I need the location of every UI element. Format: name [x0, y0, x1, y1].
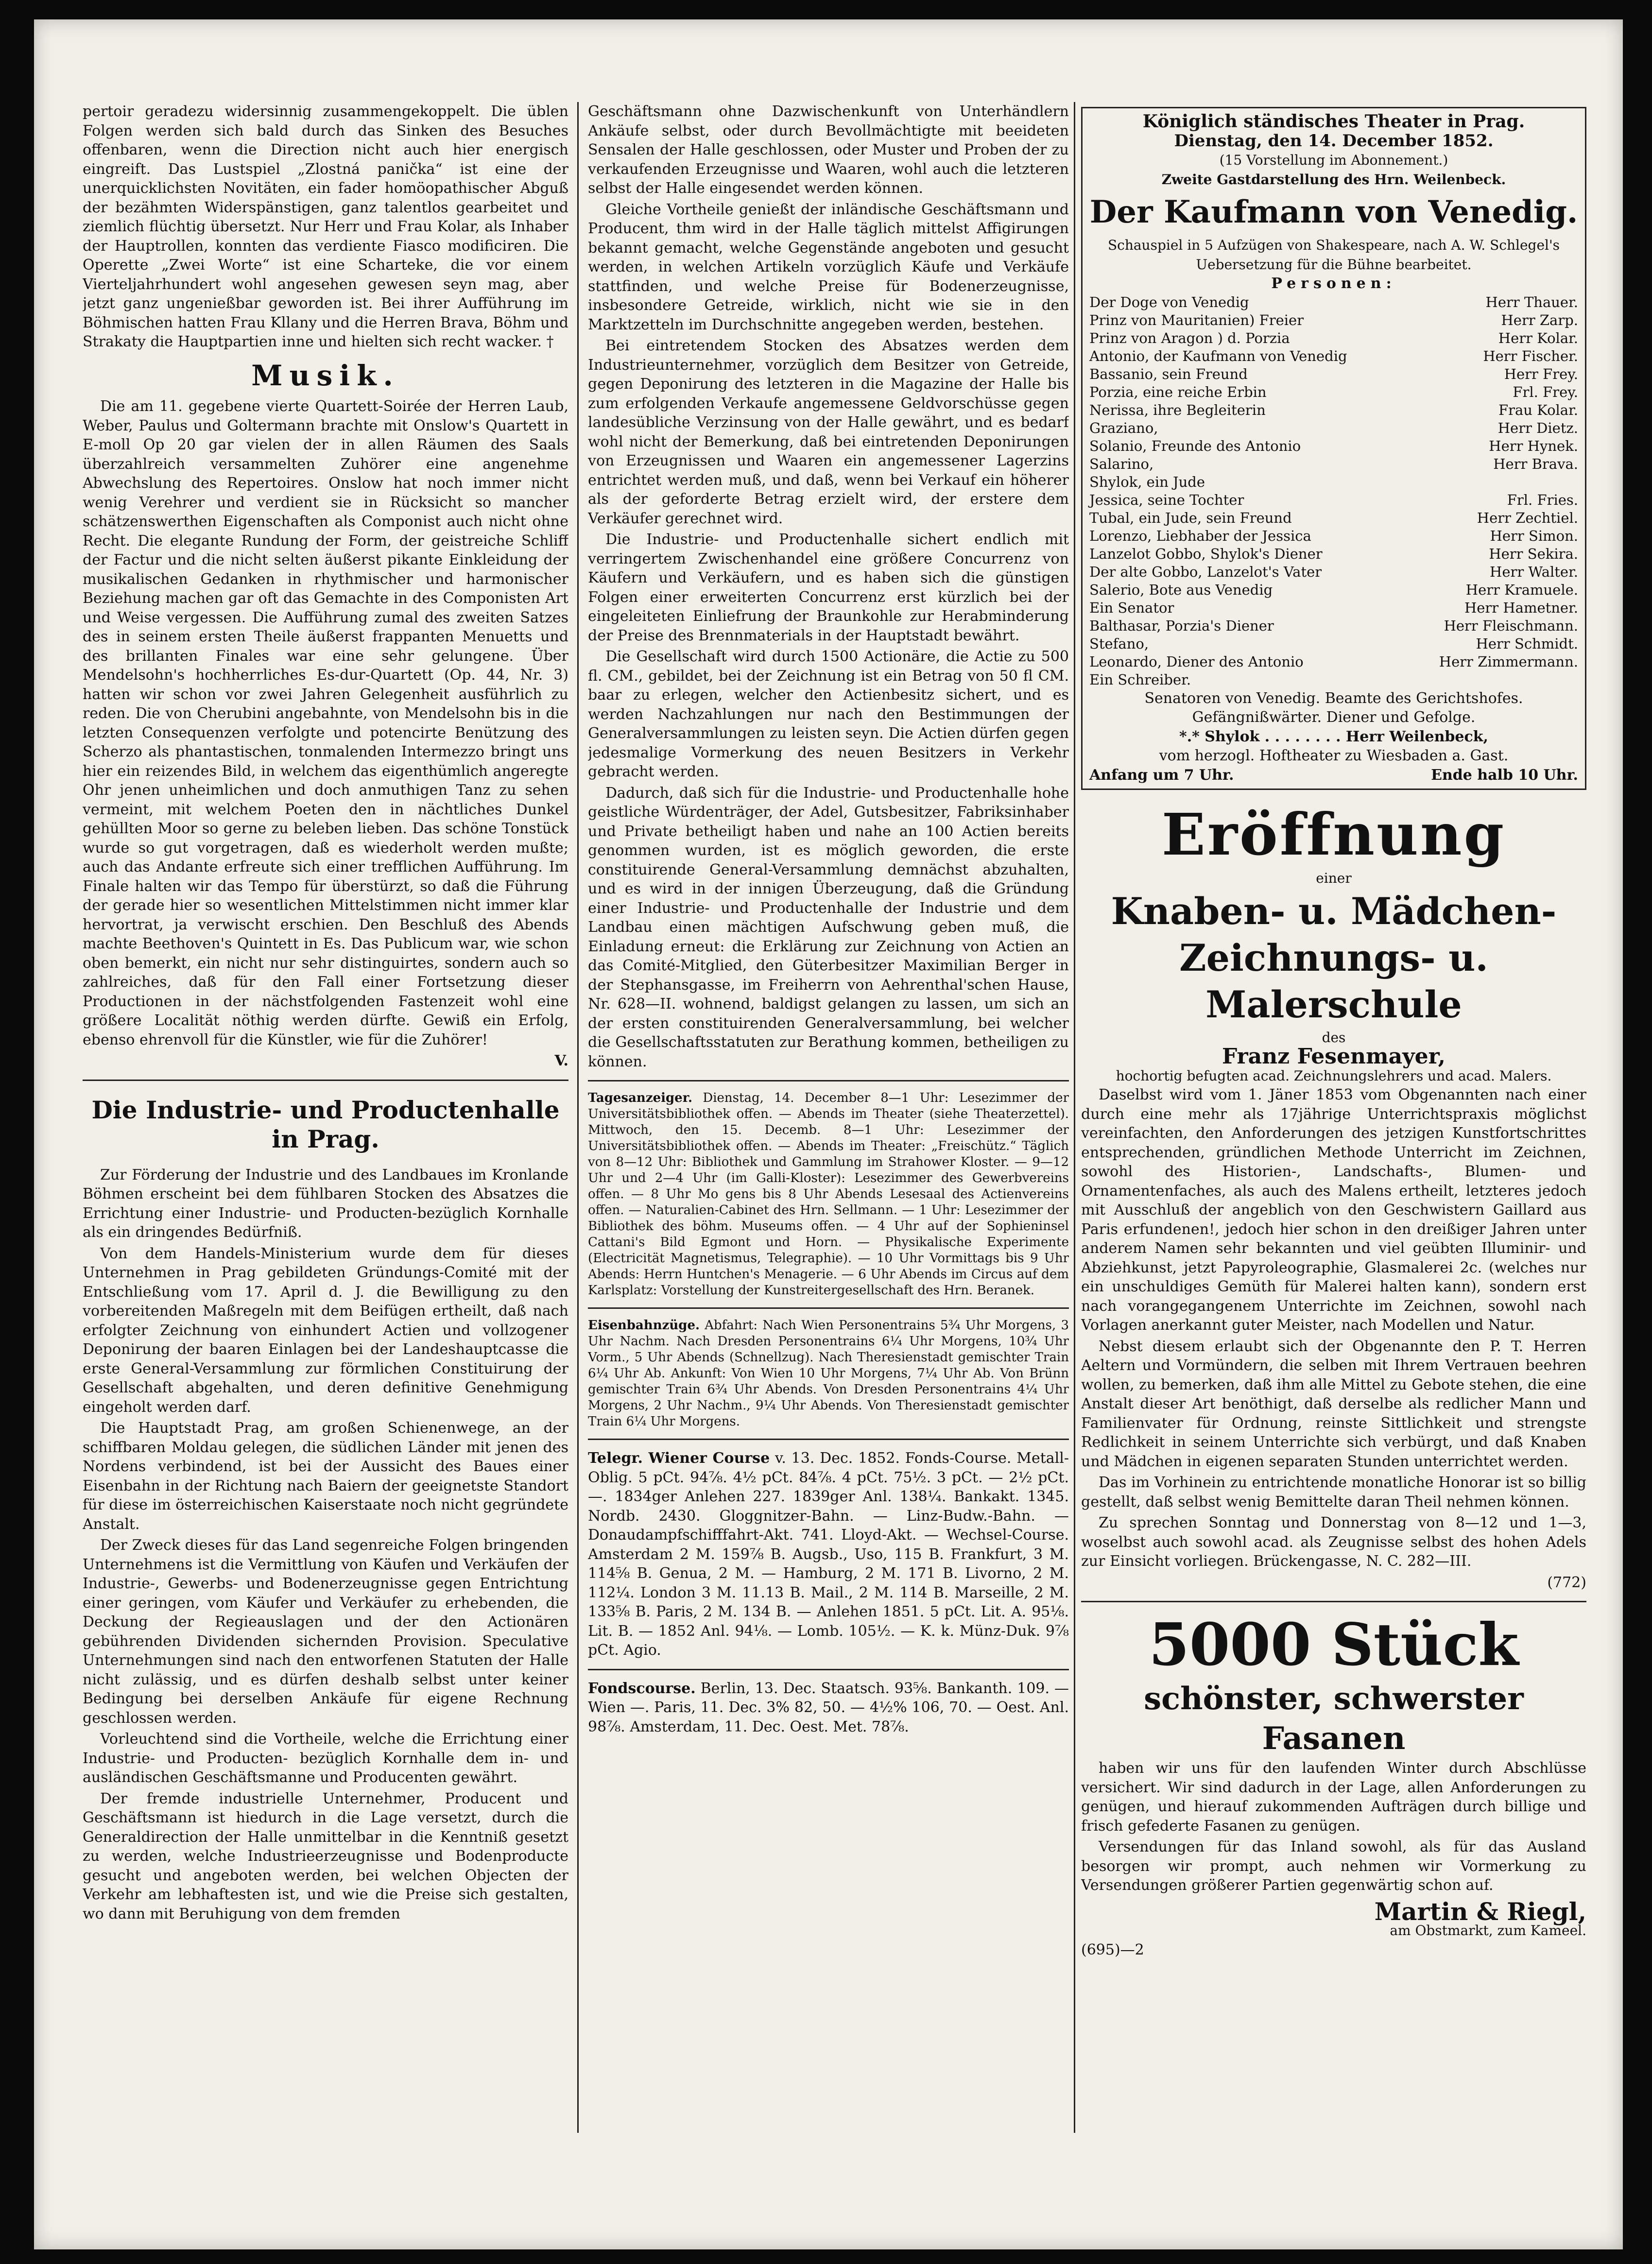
- cast-role: Prinz von Mauritanien) Freier: [1089, 311, 1304, 328]
- column-rule: [1074, 102, 1075, 2133]
- theatre-review-end: pertoir geradezu widersinnig zusammengekoppelt. Die üblen Folgen werden sich bald durch das Sinken des Besuches offenbaren, wenn die Direction nicht auch hier energisch eingreift. Das Lustspiel „Zlostná panička“ ist eine der unerquicklichsten Novitäten, ein fader homöopathischer Abguß der bezähmten Widerspänstigen, ganz talentlos gearbeitet und ziemlich flüchtig übersetzt. Nur Herr und Frau Kolar, als Inhaber der Hauptrollen, konnten das verdiente Fiasco modificiren. Die Operette „Zwei Worte“ ist eine Scharteke, die vor einem Vierteljahrhundert wohl angesehen gewesen seyn mag, aber jetzt ganz ungenießbar geworden ist. Bei ihrer Aufführung im Böhmischen hatten Frau Kllany und die Herren Brava, Böhm und Strakaty die Hauptpartien inne und hielten sich recht wacker. †: [83, 103, 568, 350]
- tagesanzeiger-text: Dienstag, 14. December 8—1 Uhr: Lesezimmer der Universitätsbibliothek offen. — Abends im Theater (siehe Theaterzettel). Mittwoch, den 15. Decemb. 8—1 Uhr: Lesezimmer der Universitätsbibliothek offen. — Abends im Theater: „Freischütz.“ Täglich von 8—12 Uhr: Bibliothek und Gammlung im Strahower Kloster. — 9—12 Uhr und 2—4 Uhr (im Galli-Kloster): Lesezimmer des Gewerbvereins offen. — 8 Uhr Mo gens bis 8 Uhr Abends Lesesaal des Actienvereins offen. — Naturalien-Cabinet des Hrn. Sellmann. — 1 Uhr: Lesezimmer der Bibliothek des böhm. Museums offen. — 4 Uhr auf der Sophieninsel Cattani's Bild Egmont und Horn. — Physikalische Experimente (Electricität Magnetismus, Telegraphie). — 10 Uhr Vormittags bis 9 Uhr Abends: Herrn Huntchen's Menagerie. — 6 Uhr Abends im Circus auf dem Karlsplatz: Vorstellung der Kunstreitergesellschaft des Hrn. Beranek.: [588, 1091, 1069, 1298]
- cast-actor: Frl. Fries.: [1507, 491, 1578, 508]
- industrie-heading: Die Industrie- und Productenhalle in Prag.: [91, 1095, 560, 1153]
- cast-actor: Herr Zimmermann.: [1439, 653, 1578, 670]
- musik-signature: V.: [554, 1052, 568, 1069]
- shylok-guest-line: *.* Shylok . . . . . . . . Herr Weilenbeck,: [1179, 728, 1488, 745]
- industrie-paragraph: Die Industrie- und Productenhalle sichert endlich mit verringertem Zwischenhandel eine größere Concurrenz von Käufern und Verkäufern, und es haben sich die günstigen Folgen einer erweiterten Concurrenz erst kürzlich bei der eingeleiteten Einliefrung der Braunkohle zur Herabminderung der Preise des Brennmaterials in der Hauptstadt bewährt.: [588, 531, 1069, 644]
- industrie-paragraph: Der Zweck dieses für das Land segenreiche Folgen bringenden Unternehmens ist die Vermittlung von Käufen und Verkäufen der Industrie-, Gewerbs- und Bodenerzeugnisse gegen Entrichtung einer geringen, vom Käufer und Verkäufer zu erhebenden, die Deckung der Regieauslagen und der den Actionären gebührenden Dividenden sichernden Provision. Speculative Unternehmungen sind nach den entworfenen Statuten der Halle nicht zulässig, und es dürfen deshalb selbst unter keiner Bedingung bei derselben Ankäufe für eigene Rechnung geschlossen werden.: [83, 1537, 568, 1727]
- cast-actor: Herr Simon.: [1490, 527, 1578, 544]
- cast-actor: Herr Walter.: [1490, 563, 1578, 580]
- cast-role: Leonardo, Diener des Antonio: [1089, 653, 1304, 670]
- cast-row: [1089, 545, 1578, 563]
- cast-list: [1089, 293, 1578, 689]
- cast-row: [1089, 671, 1578, 689]
- theatre-performance: (15 Vorstellung im Abonnement.): [1219, 152, 1448, 168]
- end-time: Ende halb 10 Uhr.: [1431, 766, 1578, 784]
- ad-number: (695)—2: [1081, 1941, 1144, 1958]
- ad-fasanen-subline: schönster, schwerster Fasanen: [1144, 1681, 1524, 1757]
- cast-row: [1089, 617, 1578, 635]
- cast-role: Shylok, ein Jude: [1089, 473, 1205, 490]
- eisenbahnzuege: [588, 1318, 1069, 1430]
- ad-paragraph: haben wir uns für den laufenden Winter durch Abschlüsse versichert. Wir sind dadurch in der Lage, allen Anforderungen zu genügen, und hierauf zukommenden Aufträgen durch billige und frisch gefederte Fasanen zu genügen.: [1081, 1760, 1586, 1835]
- industrie-paragraph: Vorleuchtend sind die Vortheile, welche die Errichtung einer Industrie- und Producten- bezüglich Kornhalle dem in- und ausländischen Geschäftsmanne und Producenten gewährt.: [83, 1731, 568, 1786]
- cast-role: Balthasar, Porzia's Diener: [1089, 617, 1274, 634]
- fonds-label: Fondscourse.: [588, 1680, 696, 1697]
- cast-row: [1089, 311, 1578, 329]
- fondscourse: [588, 1679, 1069, 1737]
- cast-role: Der alte Gobbo, Lanzelot's Vater: [1089, 563, 1322, 580]
- cast-actor: Herr Schmidt.: [1476, 635, 1578, 652]
- column-middle: [588, 102, 1069, 2191]
- cast-role: Tubal, ein Jude, sein Freund: [1089, 509, 1292, 526]
- industrie-paragraph: Der fremde industrielle Unternehmer, Producent und Geschäftsmann ist hiedurch in die Lage versetzt, durch die Generaldirection der Halle unmittelbar in die Kenntniß gesetzt zu werden, welche Industrieerzeugnisse und Bodenproducte gesucht und angeboten werden, bei welchen Objecten der Verkehr am lebhaftesten ist, und wie die Preise sich gestalten, wo dann mit Beruhigung von dem fremden: [83, 1790, 568, 1922]
- ad-firm-name: Martin & Riegl,: [1374, 1897, 1586, 1926]
- theatre-date: Dienstag, den 14. December 1852.: [1174, 131, 1494, 151]
- cast-row: [1089, 653, 1578, 671]
- cast-role: Lorenzo, Liebhaber der Jessica: [1089, 527, 1311, 544]
- ad-paragraph: Versendungen für das Inland sowohl, als für das Ausland besorgen wir prompt, auch nehmen wir Vormerkung zu Versendungen größerer Partien gegenwärtig schon auf.: [1081, 1838, 1586, 1894]
- column-left: [83, 102, 568, 2191]
- cast-extras: Senatoren von Venedig. Beamte des Gerichtshofes.: [1144, 689, 1523, 707]
- cast-actor: Herr Zarp.: [1501, 311, 1578, 328]
- cast-role: Ein Senator: [1089, 599, 1174, 616]
- ad-school-line1: Knaben- u. Mädchen-: [1111, 889, 1557, 933]
- cast-row: [1089, 293, 1578, 311]
- wiener-course: [588, 1449, 1069, 1660]
- cast-role: Salarino,: [1089, 455, 1154, 472]
- industrie-paragraph: Die Gesellschaft wird durch 1500 Actionäre, die Actie zu 500 fl. CM., gebildet, bei der Zeichnung ist ein Betrag von 50 fl CM. baar zu erlegen, welcher den Actienbesitz sichert, und es werden Nachzahlungen nur nach den Bestimmungen der Generalversammlungen zu leisten seyn. Die Actien dürfen gegen jedesmalige Vormerkung des neuen Besitzers in Verkehr gebracht werden.: [588, 648, 1069, 780]
- course-label: Telegr. Wiener Course: [588, 1450, 770, 1467]
- ad-fasanen-headline: 5000 Stück: [1149, 1611, 1519, 1679]
- cast-actor: Herr Hametner.: [1464, 599, 1578, 616]
- cast-row: [1089, 419, 1578, 437]
- theatre-guest: Zweite Gastdarstellung des Hrn. Weilenbeck.: [1161, 171, 1506, 188]
- divider: [83, 1080, 568, 1081]
- ad-firm-address: am Obstmarkt, zum Kameel.: [1390, 1922, 1586, 1938]
- cast-role: Der Doge von Venedig: [1089, 293, 1249, 310]
- cast-actor: Herr Dietz.: [1497, 419, 1578, 436]
- cast-role: Nerissa, ihre Begleiterin: [1089, 401, 1266, 418]
- industrie-paragraph: Von dem Handels-Ministerium wurde dem für dieses Unternehmen in Prag gebildeten Gründungs-Comité mit der Entschließung vom 17. April d. J. die Bewilligung zu den vorbereitenden Maßregeln mit dem Beifügen ertheilt, daß nach erfolgter Zeichnung von einhundert Actien und vollzogener Deponirung der baaren Einlagen bei der Landeshauptcasse die erste General-Versammlung zur förmlichen Constituirung der Gesellschaft abgehalten, und deren definitive Genehmigung eingeholt werden darf.: [83, 1245, 568, 1416]
- industrie-paragraph: Dadurch, daß sich für die Industrie- und Productenhalle hohe geistliche Würdenträger, der Adel, Gutsbesitzer, Fabriksinhaber und Private betheiligt haben und nahe an 100 Actien bereits genommen wurden, ist es möglich geworden, die erste constituirende General-Versammlung demnächst abzuhalten, und es wird in der innigen Überzeugung, daß die Gründung einer Industrie- und Productenhalle der Industrie und dem Landbau einen mächtigen Aufschwung geben muß, die Einladung erneut: die Erklärung zur Zeichnung von Actien an das Comité-Mitglied, den Güterbesitzer Maximilian Berger in der Stephansgasse, im Freiherrn von Aehrenthal'schen Hause, Nr. 628—II. wohnend, baldigst gelangen zu lassen, um sich an der ersten constituirenden Generalversammlung, bei welcher die Gesellschaftsstatuten zur Berathung kommen, betheiligen zu können.: [588, 784, 1069, 1070]
- personen-heading: Personen:: [1271, 275, 1396, 292]
- cast-actor: Herr Frey.: [1504, 365, 1578, 382]
- cast-row: [1089, 329, 1578, 347]
- cast-actor: Herr Thauer.: [1485, 293, 1578, 310]
- ad-teacher-name: Franz Fesenmayer,: [1222, 1044, 1446, 1069]
- start-time: Anfang um 7 Uhr.: [1089, 766, 1234, 784]
- cast-role: Solanio, Freunde des Antonio: [1089, 437, 1301, 454]
- column-right: [1081, 102, 1586, 2191]
- cast-role: Bassanio, sein Freund: [1089, 365, 1248, 382]
- ad-des: des: [1322, 1029, 1346, 1046]
- industrie-paragraph: Zur Förderung der Industrie und des Landbaues im Kronlande Böhmen erscheint bei dem fühlbaren Stocken des Absatzes die Errichtung einer Industrie- und Producten-bezüglich Kornhalle als ein dringendes Bedürfniß.: [83, 1166, 568, 1241]
- ad-paragraph: Zu sprechen Sonntag und Donnerstag von 8—12 und 1—3, woselbst auch sowohl acad. als Zeugnisse selbst des hohen Adels zur Einsicht vorliegen. Brückengasse, N. C. 282—III.: [1081, 1514, 1586, 1570]
- cast-row: [1089, 347, 1578, 365]
- divider: [1081, 1601, 1586, 1602]
- cast-actor: Frau Kolar.: [1498, 401, 1578, 418]
- divider: [588, 1307, 1069, 1309]
- eisenbahn-label: Eisenbahnzüge.: [588, 1318, 700, 1333]
- cast-row: [1089, 455, 1578, 473]
- play-title: Der Kaufmann von Venedig.: [1089, 194, 1578, 230]
- cast-row: [1089, 365, 1578, 383]
- cast-row: [1089, 527, 1578, 545]
- ad-headline: Eröffnung: [1161, 801, 1506, 868]
- cast-row: [1089, 437, 1578, 455]
- cast-actor: Herr Brava.: [1493, 455, 1578, 472]
- divider: [588, 1669, 1069, 1670]
- cast-role: Antonio, der Kaufmann von Venedig: [1089, 347, 1347, 364]
- theatre-title: Königlich ständisches Theater in Prag.: [1142, 111, 1525, 132]
- theatre-bill: [1081, 107, 1586, 790]
- ad-paragraph: Das im Vorhinein zu entrichtende monatliche Honorar ist so billig gestellt, daß selbst wenig Bemittelte daran Theil nehmen können.: [1081, 1474, 1586, 1510]
- cast-row: [1089, 401, 1578, 419]
- cast-role: Salerio, Bote aus Venedig: [1089, 581, 1273, 598]
- shylok-guest-note: vom herzogl. Hoftheater zu Wiesbaden a. Gast.: [1159, 747, 1509, 764]
- ad-paragraph: Nebst diesem erlaubt sich der Obgenannte den P. T. Herren Aeltern und Vormündern, die selben mit Ihrem Vertrauen beehren wollen, zu bemerken, daß ihm alle Mittel zu Gebote stehen, die eine Anstalt dieser Art benöthigt, daß derselbe als redlicher Mann und Familienvater für Ordnung, reinste Sittlichkeit und strengste Redlichkeit in seinem Unterrichte sich verbürgt, und daß Knaben und Mädchen in eigenen separaten Stunden unterrichtet werden.: [1081, 1338, 1586, 1470]
- cast-role: Porzia, eine reiche Erbin: [1089, 383, 1267, 400]
- ad-teacher-title: hochortig befugten acad. Zeichnungslehrers und acad. Malers.: [1116, 1067, 1552, 1084]
- cast-actor: Herr Fleischmann.: [1444, 617, 1578, 634]
- cast-role: Graziano,: [1089, 419, 1158, 436]
- ad-paragraph: Daselbst wird vom 1. Jäner 1853 vom Obgenannten nach einer durch eine mehr als 17jährige Unterrichtspraxis möglichst vereinfachten, den Anforderungen des jetzigen Kunstfortschrittes entsprechenden, gründlichen Methode Unterricht im Zeichnen, sowohl des Historien-, Landschafts-, Blumen- und Ornamentenfaches, als auch des Malens ertheilt, letzteres jedoch mit Ausschluß der angeblich von den Geschwistern Gaillard aus Paris erfundenen!, jedoch hier schon in den dreißiger Jahren unter anderem Namen sehr bekannten und viel geübten Illuminir- und Abziehkunst, jetzt Papyroleographie, Glasmalerei 2c. (welches nur ein unschuldiges Gemüth für Malerei halten kann), sondern erst nach vorangegangenem Unterrichte im Zeichnen, sowohl nach Vorlagen anerkannt guter Meister, nach Modellen und Natur.: [1081, 1086, 1586, 1334]
- cast-role: Stefano,: [1089, 635, 1149, 652]
- industrie-paragraph: Bei eintretendem Stocken des Absatzes werden dem Industrieunternehmer, vorzüglich dem Besitzer von Getreide, gegen Deponirung des letzteren in die Magazine der Halle bis zum erfolgenden Verkaufe angemessene Geldvorschüsse gegen landesübliche Verzinsung von der Halle gewährt, und es bedarf wohl nicht der Bemerkung, daß bei eintretenden Deponirungen von Erzeugnissen und Waaren ein angemessener Lagerzins entrichtet werden muß, und daß, wenn bei Verkauf ein höherer als der geforderte Betrag erzielt wird, der erstere dem Verkäufer gerechnet wird.: [588, 337, 1069, 527]
- cast-role: Jessica, seine Tochter: [1089, 491, 1244, 508]
- fonds-text: Berlin, 13. Dec. Staatsch. 93⅝. Bankanth. 109. — Wien —. Paris, 11. Dec. 3% 82, 50. — 4½% 106, 70. — Oest. Anl. 98⅞. Amsterdam, 11. Dec. Oest. Met. 78⅞.: [588, 1680, 1069, 1735]
- column-rule: [577, 102, 579, 2133]
- cast-role: Prinz von Aragon ) d. Porzia: [1089, 329, 1290, 346]
- industrie-paragraph: Geschäftsmann ohne Dazwischenkunft von Unterhändlern Ankäufe selbst, oder durch Bevollmächtigte mit beeideten Sensalen der Halle geschlossen, oder Muster und Proben der zu verkaufenden Erzeugnisse und Waaren, wohl auch die letzteren selbst der Halle eingesendet werden können.: [588, 103, 1069, 197]
- cast-role: Ein Schreiber.: [1089, 671, 1191, 688]
- ad-einer: einer: [1316, 870, 1352, 886]
- musik-heading: Musik.: [251, 359, 400, 392]
- cast-row: [1089, 473, 1578, 491]
- newspaper-page: [34, 19, 1623, 2249]
- cast-row: [1089, 509, 1578, 527]
- cast-extras: Gefängnißwärter. Diener und Gefolge.: [1192, 709, 1476, 726]
- course-text: v. 13. Dec. 1852. Fonds-Course. Metall-Oblig. 5 pCt. 94⅞. 4½ pCt. 84⅞. 4 pCt. 75½. 3 pCt. — 2½ pCt. —. 1834ger Anlehen 227. 1839ger Anl. 138¼. Bankakt. 1345. Nordb. 2430. Gloggnitzer-Bahn. — Linz-Budw.-Bahn. — Donaudampfschifffahrt-Akt. 741. Lloyd-Akt. — Wechsel-Course. Amsterdam 2 M. 159⅞ B. Augsb., Uso, 115 B. Frankfurt, 3 M. 114⅝ B. Genua, 2 M. — Hamburg, 2 M. 171 B. Livorno, 2 M. 112¼. London 3 M. 11.13 B. Mail., 2 M. 114 B. Marseille, 2 M. 133⅝ B. Paris, 2 M. 134 B. — Anlehen 1851. 5 pCt. Lit. A. 95⅛. Lit. B. — 1852 Anl. 94⅛. — Lomb. 105½. — K. k. Münz-Duk. 9⅞ pCt. Agio.: [588, 1450, 1069, 1659]
- ad-school-line2: Zeichnungs- u. Malerschule: [1179, 936, 1488, 1026]
- cast-role: Lanzelot Gobbo, Shylok's Diener: [1089, 545, 1323, 562]
- play-subtitle: Schauspiel in 5 Aufzügen von Shakespeare, nach A. W. Schlegel's Uebersetzung für die Bühne bearbeitet.: [1107, 237, 1560, 273]
- cast-row: [1089, 581, 1578, 599]
- eisenbahn-text: Abfahrt: Nach Wien Personentrains 5¾ Uhr Morgens, 3 Uhr Nachm. Nach Dresden Personentrains 6¼ Uhr Morgens, 10¾ Uhr Vorm., 5 Uhr Abends (Schnellzug). Nach Theresienstadt gemischter Train 6¼ Uhr Ab. Ankunft: Von Wien 10 Uhr Morgens, 7¼ Uhr Ab. Von Brünn gemischter Train 6¾ Uhr Abends. Von Dresden Personentrains 4¼ Uhr Morgens, 2 Uhr Nachm., 9¼ Uhr Abends. Von Theresienstadt gemischter Train 6¼ Uhr Morgens.: [588, 1318, 1069, 1429]
- cast-actor: Herr Kramuele.: [1465, 581, 1578, 598]
- cast-actor: Herr Kolar.: [1498, 329, 1578, 346]
- cast-actor: Herr Zechtiel.: [1477, 509, 1578, 526]
- cast-actor: Herr Fischer.: [1483, 347, 1578, 364]
- industrie-paragraph: Die Hauptstadt Prag, am großen Schienenwege, an der schiffbaren Moldau gelegen, die südlichen Länder mit jenen des Nordens verbindend, ist bei der Aussicht des Baues einer Eisenbahn in der Richtung nach Baiern der geeignetste Standort für diese im österreichischen Kaiserstaate noch nicht gegründete Anstalt.: [83, 1420, 568, 1533]
- cast-actor: Herr Sekira.: [1489, 545, 1578, 562]
- cast-row: [1089, 491, 1578, 509]
- industrie-paragraph: Gleiche Vortheile genießt der inländische Geschäftsmann und Producent, thm wird in der Halle täglich mittelst Affigirungen bekannt gemacht, welche Gegenstände angeboten und gesucht werden, in welchen Artikeln vorzüglich Käufe und Verkäufe stattfinden, und welche Preise für Bodenerzeugnisse, insbesondere Getreide, wirklich, nicht wie sie in den Marktzetteln im Durchschnitte angegeben werden, bestehen.: [588, 201, 1069, 333]
- tagesanzeiger-label: Tagesanzeiger.: [588, 1091, 693, 1105]
- divider: [588, 1080, 1069, 1081]
- ad-number: (772): [1547, 1574, 1586, 1591]
- divider: [588, 1439, 1069, 1440]
- theatre-times: [1089, 766, 1578, 785]
- musik-article: Die am 11. gegebene vierte Quartett-Soirée der Herren Laub, Weber, Paulus und Goltermann brachte mit Onslow's Quartett in E-moll Op 20 gar vielen der in allen Räumen des Saals überzahlreich versammelten Zuhörer eine angenehme Abwechslung des Repertoires. Onslow hat noch immer nicht wenig Verehrer und verdient sie in Rücksicht so mancher schätzenswerthen Eigenschaften als Componist auch nicht ohne Recht. Die elegante Rundung der Form, der geistreiche Schliff der Factur und die nicht selten äußerst pikante Einkleidung der musikalischen Gedanken in rhythmischer und harmonischer Beziehung machen gar oft das Gemachte in des Componisten Art und Weise vergessen. Die Aufführung zumal des zweiten Satzes des in seinem ersten Theile äußerst frappanten Menuetts und des brillanten Finales war eine sehr gelungene. Über Mendelsohn's hochherrliches Es-dur-Quartett (Op. 44, Nr. 3) hatten wir schon vor zwei Jahren Gelegenheit ausführlich zu reden. Die von Cherubini angebahnte, von Mendelsohn bis in die letzten Consequenzen verfolgte und potencirte Benützung des Scherzo als phantastischen, tonmalenden Intermezzo bringt uns hier ein reizendes Bild, in welchem das eigenthümlich angeregte Ohr jenen unheimlichen und doch anmuthigen Tanz zu sehen vermeint, mit welchem Poeten den in nächtliches Dunkel gehüllten Moor so gerne zu beleben lieben. Das schöne Tonstück wurde so gut vorgetragen, daß es wiederholt werden mußte; auch das Andante erfreute sich einer trefflichen Aufführung. Im Finale halten wir das Tempo für überstürzt, so daß die Führung der gerade hier so wesentlichen Mittelstimmen nicht immer klar hervortrat, ja verwischt erschien. Den Beschluß des Abends machte Beethoven's Quintett in Es. Das Publicum war, wie schon oben bemerkt, ein nicht nur sehr distinguirtes, sondern auch so zahlreiches, daß für den Fall einer Fortsetzung dieser Productionen in der nächstfolgenden Fastenzeit wohl eine größere Localität nöthig werden dürfte. Gewiß ein Erfolg, ebenso ehrenvoll für die Künstler, wie für die Zuhörer!: [83, 398, 568, 1048]
- tagesanzeiger: [588, 1090, 1069, 1299]
- cast-actor: Frl. Frey.: [1513, 383, 1578, 400]
- cast-row: [1089, 635, 1578, 653]
- cast-row: [1089, 599, 1578, 617]
- cast-actor: Herr Hynek.: [1489, 437, 1578, 454]
- cast-row: [1089, 383, 1578, 401]
- cast-row: [1089, 563, 1578, 581]
